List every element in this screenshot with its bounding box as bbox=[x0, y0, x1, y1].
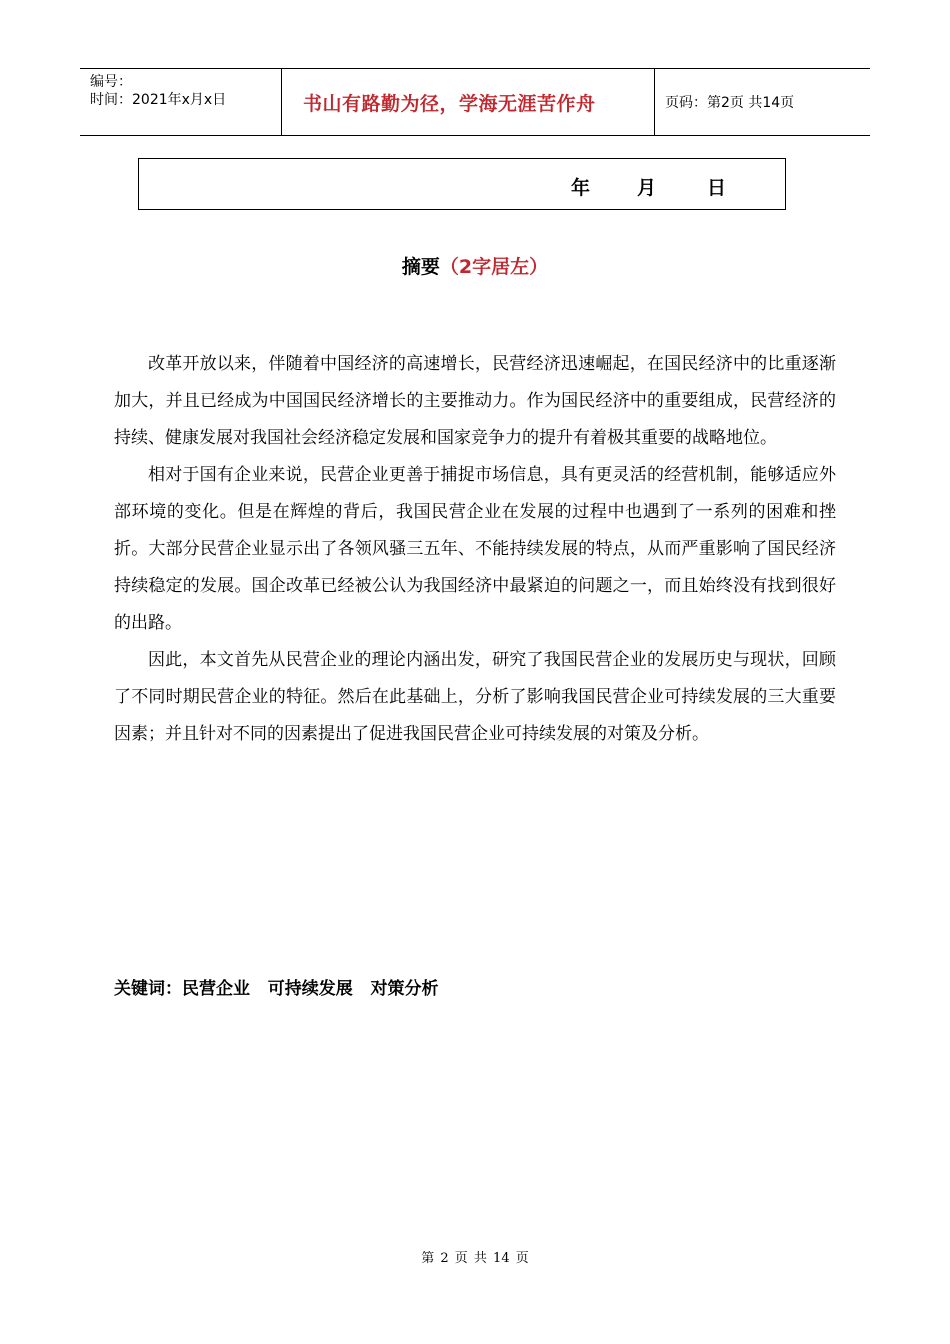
header-motto-cell bbox=[281, 69, 655, 135]
date-day: 日 bbox=[707, 177, 727, 199]
time-label: 时间：2021年x月x日 bbox=[90, 92, 227, 108]
header-meta-cell bbox=[80, 69, 281, 135]
abstract-body bbox=[114, 346, 836, 753]
paragraph-2: 相对于国有企业来说，民营企业更善于捕捉市场信息，具有更灵活的经营机制，能够适应外部环境的变化。但是在辉煌的背后，我国民营企业在发展的过程中也遇到了一系列的困难和挫折。大部分民营企业显示出了各领风骚三五年、不能持续发展的特点，从而严重影响了国民经济持续稳定的发展。国企改革已经被公认为我国经济中最紧迫的问题之一，而且始终没有找到很好的出路。 bbox=[114, 465, 836, 633]
page-title bbox=[0, 252, 950, 279]
title-main: 摘要 bbox=[401, 256, 440, 278]
page-footer: 第 2 页 共 14 页 bbox=[421, 1251, 529, 1266]
header-page-cell bbox=[655, 69, 870, 135]
number-label: 编号： bbox=[90, 74, 132, 90]
page-info: 页码：第2页 共14页 bbox=[665, 95, 795, 111]
motto-text: 书山有路勤为径，学海无涯苦作舟 bbox=[303, 92, 596, 115]
header-table bbox=[80, 68, 870, 136]
paragraph-3: 因此，本文首先从民营企业的理论内涵出发，研究了我国民营企业的发展历史与现状，回顾了不同时期民营企业的特征。然后在此基础上，分析了影响我国民营企业可持续发展的三大重要因素；并且针对不同的因素提出了促进我国民营企业可持续发展的对策及分析。 bbox=[114, 650, 836, 744]
date-box bbox=[138, 158, 786, 210]
paragraph-1: 改革开放以来，伴随着中国经济的高速增长，民营经济迅速崛起，在国民经济中的比重逐渐加大，并且已经成为中国国民经济增长的主要推动力。作为国民经济中的重要组成，民营经济的持续、健康发展对我国社会经济稳定发展和国家竞争力的提升有着极其重要的战略地位。 bbox=[114, 354, 836, 448]
date-month: 月 bbox=[637, 177, 657, 199]
title-hint: （2字居左） bbox=[439, 256, 549, 278]
date-year: 年 bbox=[571, 177, 591, 199]
keywords-line: 关键词：民营企业 可持续发展 对策分析 bbox=[114, 979, 439, 999]
